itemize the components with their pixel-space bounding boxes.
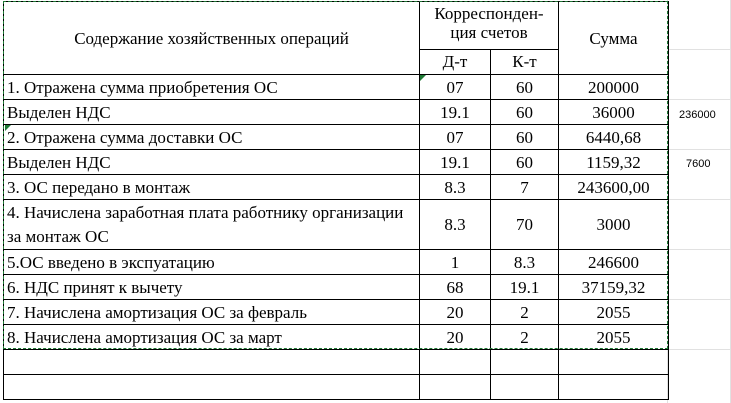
table-row (4, 275, 669, 300)
empty-row (4, 350, 669, 375)
table-row (4, 250, 669, 275)
row-credit[interactable]: 60 (491, 100, 559, 125)
gridline (667, 299, 731, 300)
table-row (4, 100, 669, 125)
row-sum[interactable]: 246600 (559, 250, 669, 275)
row-description[interactable]: 1. Отражена сумма приобретения ОС (4, 75, 420, 100)
empty-row (4, 375, 669, 400)
row-credit[interactable]: 2 (491, 325, 559, 350)
row-sum[interactable]: 6440,68 (559, 125, 669, 150)
gridline (667, 99, 731, 100)
table-row (4, 325, 669, 350)
empty-cell[interactable] (420, 350, 491, 375)
table-row (4, 175, 669, 200)
row-sum[interactable]: 37159,32 (559, 275, 669, 300)
row-sum[interactable]: 2055 (559, 300, 669, 325)
cell-note-marker (420, 75, 426, 81)
cell-note-marker (5, 125, 11, 131)
row-credit[interactable]: 7 (491, 175, 559, 200)
row-sum[interactable]: 3000 (559, 200, 669, 250)
row-description[interactable]: Выделен НДС (4, 100, 420, 125)
header-correspondence[interactable] (420, 2, 559, 50)
row-description[interactable]: 5.ОС введено в экспуатацию (4, 250, 420, 275)
row-description[interactable]: Выделен НДС (4, 150, 420, 175)
table-row (4, 300, 669, 325)
operations-table (3, 1, 669, 400)
row-debit[interactable]: 8.3 (420, 175, 491, 200)
row-debit[interactable]: 20 (420, 325, 491, 350)
side-value-cell[interactable]: 7600 (686, 158, 711, 170)
row-sum[interactable]: 1159,32 (559, 150, 669, 175)
gridline (667, 249, 731, 250)
empty-cell[interactable] (4, 375, 420, 400)
row-description[interactable]: 8. Начислена амортизация ОС за март (4, 325, 420, 350)
header-description[interactable]: Содержание хозяйственных операций (4, 2, 420, 75)
row-credit[interactable]: 60 (491, 125, 559, 150)
header-correspondence-line1: Корреспонден- (434, 4, 544, 23)
header-correspondence-line2: ция счетов (450, 23, 528, 42)
gridline (667, 199, 731, 200)
table-row (4, 125, 669, 150)
gridline (667, 149, 731, 150)
row-credit[interactable]: 60 (491, 75, 559, 100)
row-sum[interactable]: 243600,00 (559, 175, 669, 200)
header-row (4, 2, 669, 50)
row-credit[interactable]: 19.1 (491, 275, 559, 300)
gridline (667, 49, 731, 50)
table-row (4, 75, 669, 100)
row-debit[interactable]: 19.1 (420, 100, 491, 125)
table-row (4, 150, 669, 175)
row-sum[interactable]: 36000 (559, 100, 669, 125)
row-description[interactable]: 3. ОС передано в монтаж (4, 175, 420, 200)
empty-cell[interactable] (491, 375, 559, 400)
row-description[interactable]: 7. Начислена амортизация ОС за февраль (4, 300, 420, 325)
empty-cell[interactable] (420, 375, 491, 400)
row-credit[interactable]: 60 (491, 150, 559, 175)
row-debit[interactable]: 20 (420, 300, 491, 325)
row-sum[interactable]: 200000 (559, 75, 669, 100)
row-debit[interactable]: 07 (420, 75, 491, 100)
row-credit[interactable]: 8.3 (491, 250, 559, 275)
row-credit[interactable]: 2 (491, 300, 559, 325)
header-debit[interactable]: Д-т (420, 49, 491, 74)
gridline (667, 349, 731, 350)
row-credit[interactable]: 70 (491, 200, 559, 250)
empty-cell[interactable] (491, 350, 559, 375)
row-sum[interactable]: 2055 (559, 325, 669, 350)
row-description[interactable]: 6. НДС принят к вычету (4, 275, 420, 300)
row-debit[interactable]: 07 (420, 125, 491, 150)
empty-cell[interactable] (4, 350, 420, 375)
side-value-cell[interactable]: 236000 (679, 109, 716, 121)
empty-cell[interactable] (559, 350, 669, 375)
row-debit[interactable]: 68 (420, 275, 491, 300)
row-debit[interactable]: 1 (420, 250, 491, 275)
row-debit[interactable]: 19.1 (420, 150, 491, 175)
table-row (4, 200, 669, 250)
header-credit[interactable]: К-т (491, 49, 559, 74)
row-description[interactable]: 2. Отражена сумма доставки ОС (4, 125, 420, 150)
header-sum[interactable]: Сумма (559, 2, 669, 75)
row-description[interactable]: 4. Начислена заработная плата работнику организации за монтаж ОС (4, 200, 420, 250)
row-debit[interactable]: 8.3 (420, 200, 491, 250)
empty-cell[interactable] (559, 375, 669, 400)
